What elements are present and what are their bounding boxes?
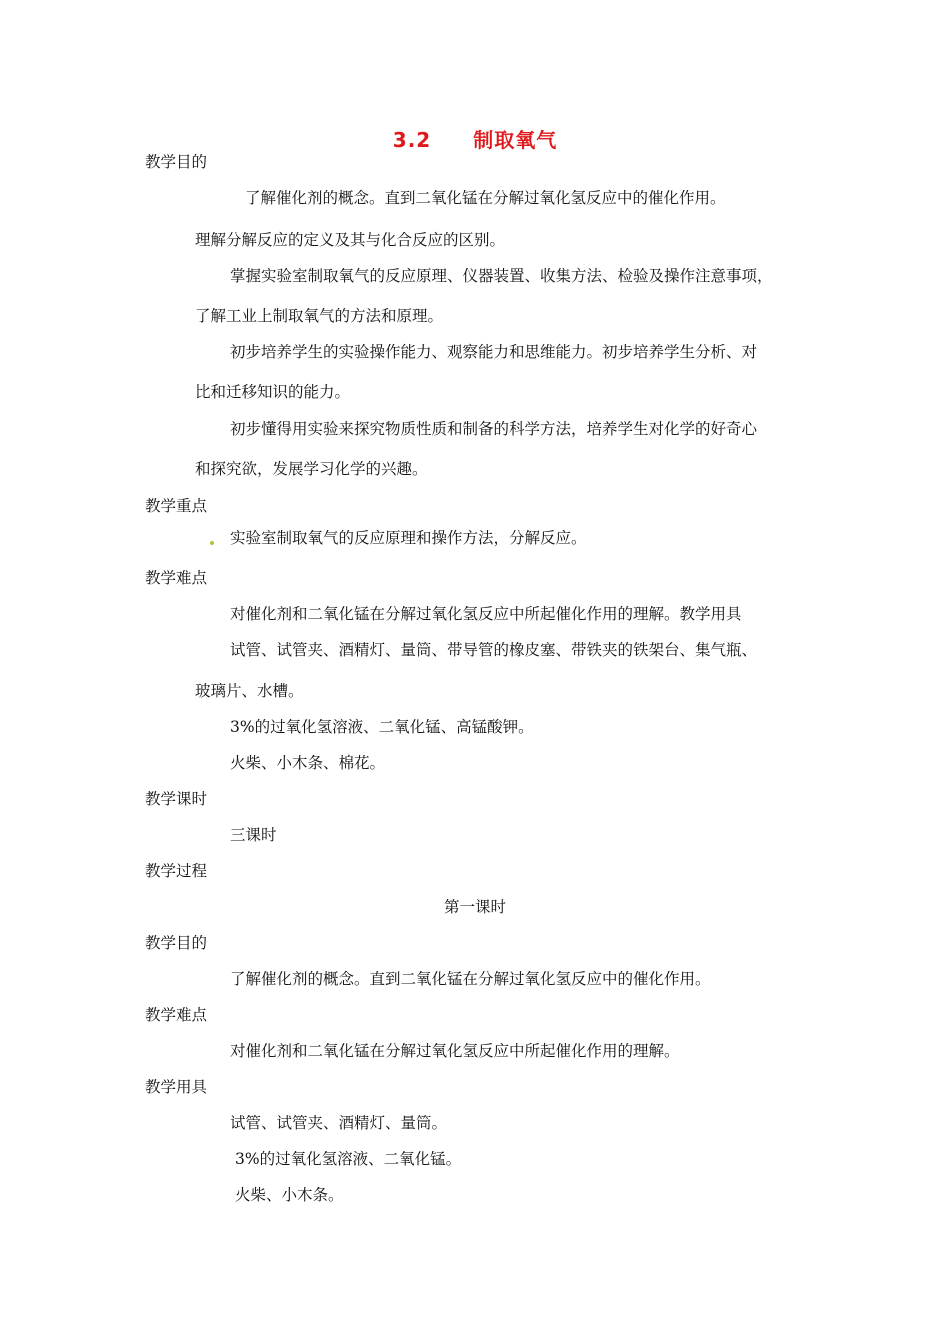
difficulty-text: 对催化剂和二氧化锰在分解过氧化氢反应中所起催化作用的理解。教学用具 <box>230 605 742 623</box>
process-heading: 教学过程 <box>145 862 208 880</box>
objectives-heading: 教学目的 <box>145 153 208 171</box>
lesson-heading: 第一课时 <box>443 898 506 916</box>
key-heading: 教学重点 <box>145 497 208 515</box>
key-text: 实验室制取氧气的反应原理和操作方法，分解反应。 <box>230 529 587 547</box>
section-number: 3.2 <box>392 128 432 152</box>
difficulty-heading: 教学难点 <box>145 569 208 587</box>
tools-line-1: 试管、试管夹、酒精灯、量筒、带导管的橡皮塞、带铁夹的铁架台、集气瓶、 <box>230 641 758 659</box>
objective-line-2: 理解分解反应的定义及其与化合反应的区别。 <box>195 231 506 249</box>
lesson-tools-line-1: 试管、试管夹、酒精灯、量筒。 <box>230 1114 448 1132</box>
objective-line-5: 初步培养学生的实验操作能力、观察能力和思维能力。初步培养学生分析、对 <box>230 343 758 361</box>
tools-line-3: 3%的过氧化氢溶液、二氧化锰、高锰酸钾。 <box>230 718 534 736</box>
lesson-objective-text: 了解催化剂的概念。直到二氧化锰在分解过氧化氢反应中的催化作用。 <box>230 970 711 988</box>
objective-line-8: 和探究欲，发展学习化学的兴趣。 <box>195 460 428 478</box>
objective-line-4: 了解工业上制取氧气的方法和原理。 <box>195 307 444 325</box>
objective-line-6: 比和迁移知识的能力。 <box>195 383 351 401</box>
lesson-objectives-heading: 教学目的 <box>145 934 208 952</box>
lesson-difficulty-text: 对催化剂和二氧化锰在分解过氧化氢反应中所起催化作用的理解。 <box>230 1042 680 1060</box>
objective-line-7: 初步懂得用实验来探究物质性质和制备的科学方法，培养学生对化学的好奇心 <box>230 420 758 438</box>
hours-text: 三课时 <box>230 826 277 844</box>
lesson-tools-line-2: 3%的过氧化氢溶液、二氧化锰。 <box>235 1150 462 1168</box>
document-title <box>0 124 950 153</box>
artifact-dot <box>210 541 214 545</box>
tools-line-2: 玻璃片、水槽。 <box>195 682 304 700</box>
tools-line-4: 火柴、小木条、棉花。 <box>230 754 386 772</box>
lesson-tools-heading: 教学用具 <box>145 1078 208 1096</box>
hours-heading: 教学课时 <box>145 790 208 808</box>
objective-line-1: 了解催化剂的概念。直到二氧化锰在分解过氧化氢反应中的催化作用。 <box>245 189 726 207</box>
lesson-difficulty-heading: 教学难点 <box>145 1006 208 1024</box>
title-text: 制取氧气 <box>473 128 558 152</box>
objective-line-3: 掌握实验室制取氧气的反应原理、仪器装置、收集方法、检验及操作注意事项， <box>230 267 773 285</box>
lesson-tools-line-3: 火柴、小木条。 <box>235 1186 344 1204</box>
